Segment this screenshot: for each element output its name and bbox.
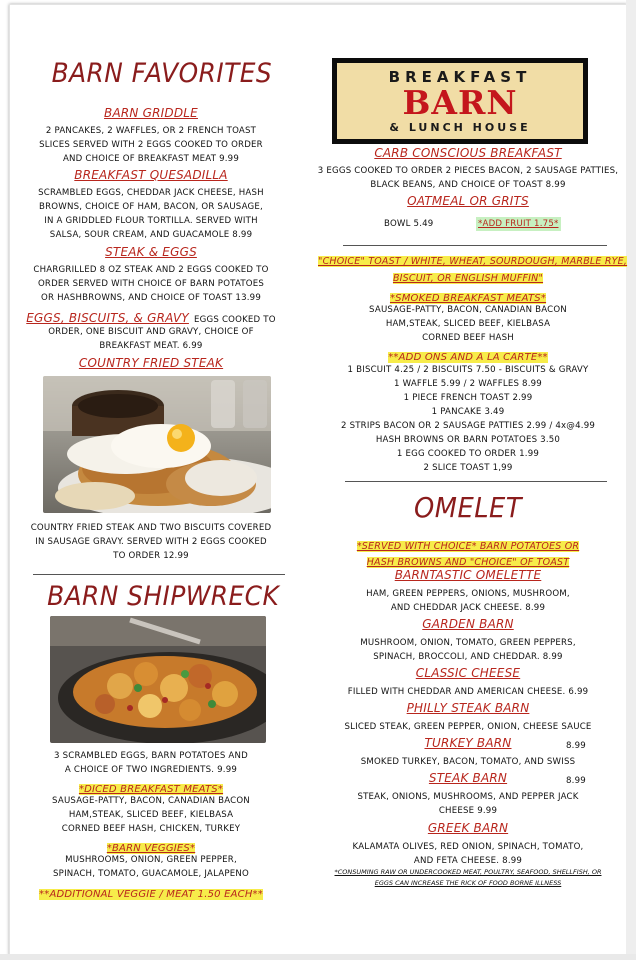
philly-steak-barn-title: PHILLY STEAK BARN <box>406 701 530 715</box>
description-line: AND FETA CHEESE. 8.99 <box>413 856 523 866</box>
eggs-biscuits-gravy-description <box>20 325 282 353</box>
description-line: SLICED STEAK, GREEN PEPPER, ONION, CHEESE SAUCE <box>344 722 592 732</box>
disclaimer-line-1: *CONSUMING RAW OR UNDERCOOKED MEAT, POULTRY, SEAFOOD, SHELLFISH, OR <box>334 868 602 876</box>
country-fried-steak-title: COUNTRY FRIED STEAK <box>78 356 224 370</box>
description-line: IN SAUSAGE GRAVY. SERVED WITH 2 EGGS COOKED <box>35 537 267 547</box>
description-line: SMOKED TURKEY, BACON, TOMATO, AND SWISS <box>360 757 576 767</box>
country-fried-steak-photo <box>43 376 271 513</box>
description-line: SPINACH, TOMATO, GUACAMOLE, JALAPENO <box>53 869 249 879</box>
section-divider <box>33 574 285 575</box>
description-line: OR HASHBROWNS, AND CHOICE OF TOAST 13.99 <box>41 293 261 303</box>
barntastic-omelette-description <box>318 587 618 615</box>
disclaimer-line-2: EGGS CAN INCREASE THE RICK OF FOOD BORNE ILLNESS <box>374 879 562 887</box>
description-line: AND CHOICE OF BREAKFAST MEAT 9.99 <box>62 154 240 164</box>
eggs-biscuits-gravy-first-line: EGGS COOKED TO <box>194 315 276 325</box>
barn-shipwreck-photo <box>50 616 266 743</box>
description-line: 2 PANCAKES, 2 WAFFLES, OR 2 FRENCH TOAST <box>45 126 257 136</box>
add-ons-list <box>310 363 626 475</box>
description-line: 3 SCRAMBLED EGGS, BARN POTATOES AND <box>54 751 248 761</box>
omelet-title: OMELET <box>414 491 522 524</box>
food-safety-disclaimer <box>318 867 618 889</box>
eggs-biscuits-gravy-title: EGGS, BISCUITS, & GRAVY <box>26 311 189 325</box>
description-line: CORNED BEEF HASH <box>422 333 514 343</box>
description-line: A CHOICE OF TWO INGREDIENTS. 9.99 <box>64 765 238 775</box>
description-line: SPINACH, BROCCOLI, AND CHEDDAR. 8.99 <box>373 652 563 662</box>
description-line: 1 PIECE FRENCH TOAST 2.99 <box>403 393 533 403</box>
barntastic-omelette-title: BARNTASTIC OMELETTE <box>394 568 542 582</box>
eggs-biscuits-gravy-heading <box>20 307 282 327</box>
omelet-note-row-2 <box>318 550 618 569</box>
description-line: TO ORDER 12.99 <box>113 551 189 561</box>
carb-conscious-description <box>305 164 631 192</box>
oatmeal-bowl-price: BOWL 5.49 <box>384 219 434 229</box>
turkey-barn-description <box>318 755 618 769</box>
breakfast-quesadilla-title: BREAKFAST QUESADILLA <box>74 168 228 182</box>
description-line: BROWNS, CHOICE OF HAM, BACON, OR SAUSAGE, <box>39 202 263 212</box>
garden-barn-title: GARDEN BARN <box>422 617 514 631</box>
breakfast-quesadilla-description <box>20 186 282 242</box>
greek-barn-description <box>318 840 618 868</box>
description-line: MUSHROOM, ONION, TOMATO, GREEN PEPPERS, <box>360 638 576 648</box>
description-line: 1 PANCAKE 3.49 <box>431 407 505 417</box>
description-line: SAUSAGE-PATTY, BACON, CANADIAN BACON <box>52 796 250 806</box>
logo-breakfast-text: BREAKFAST <box>388 68 532 86</box>
description-line: CORNED BEEF HASH, CHICKEN, TURKEY <box>61 824 241 834</box>
add-ons-label-row <box>318 345 618 364</box>
garden-barn-description <box>318 636 618 664</box>
turkey-barn-title: TURKEY BARN <box>424 736 512 750</box>
smoked-meats-list <box>318 303 618 345</box>
description-line: HAM,STEAK, SLICED BEEF, KIELBASA <box>385 319 551 329</box>
philly-steak-barn-description <box>318 720 618 734</box>
add-fruit-note: *ADD FRUIT 1.75* <box>478 219 559 229</box>
country-fried-steak-description <box>20 521 282 563</box>
barn-veggies-label: *BARN VEGGIES* <box>106 843 196 854</box>
description-line: 2 SLICE TOAST 1,99 <box>423 463 513 473</box>
description-line: SLICES SERVED WITH 2 EGGS COOKED TO ORDER <box>39 140 263 150</box>
description-line: HASH BROWNS OR BARN POTATOES 3.50 <box>375 435 561 445</box>
turkey-barn-price: 8.99 <box>566 741 586 751</box>
diced-meats-label: *DICED BREAKFAST MEATS* <box>78 784 224 795</box>
steak-and-eggs-title: STEAK & EGGS <box>105 245 197 259</box>
description-line: IN A GRIDDLED FLOUR TORTILLA. SERVED WITH <box>44 216 258 226</box>
barn-griddle-description <box>20 124 282 166</box>
description-line: SAUSAGE-PATTY, BACON, CANADIAN BACON <box>369 305 567 315</box>
description-line: 3 EGGS COOKED TO ORDER 2 PIECES BACON, 2 SAUSAGE PATTIES, <box>317 166 619 176</box>
description-line: SCRAMBLED EGGS, CHEDDAR JACK CHEESE, HASH <box>38 188 264 198</box>
greek-barn-title: GREEK BARN <box>427 821 509 835</box>
description-line: MUSHROOMS, ONION, GREEN PEPPER, <box>65 855 237 865</box>
steak-barn-description <box>318 790 618 818</box>
description-line: COUNTRY FRIED STEAK AND TWO BISCUITS COVERED <box>30 523 272 533</box>
choice-toast-line-1: "CHOICE" TOAST / WHITE, WHEAT, SOURDOUGH, MARBLE RYE, <box>318 256 628 267</box>
diced-meats-list <box>20 794 282 836</box>
omelet-note-line-1: *SERVED WITH CHOICE* BARN POTATOES OR <box>356 541 580 552</box>
carb-conscious-title: CARB CONSCIOUS BREAKFAST <box>374 146 562 160</box>
barn-veggies-list <box>20 853 282 881</box>
classic-cheese-description <box>318 685 618 699</box>
additional-veggie-meat-note: **ADDITIONAL VEGGIE / MEAT 1.50 EACH** <box>39 889 263 900</box>
section-divider <box>343 245 607 246</box>
choice-toast-row-2 <box>318 266 618 285</box>
logo-lunch-house-text: & LUNCH HOUSE <box>389 121 531 134</box>
breakfast-barn-logo <box>332 58 588 144</box>
steak-barn-title: STEAK BARN <box>428 771 508 785</box>
logo-barn-text: BARN <box>402 83 518 122</box>
description-line: HAM, GREEN PEPPERS, ONIONS, MUSHROOM, <box>366 589 570 599</box>
description-line: ORDER, ONE BISCUIT AND GRAVY, CHOICE OF <box>48 327 254 337</box>
oatmeal-grits-title: OATMEAL OR GRITS <box>407 194 529 208</box>
smoked-meats-label: *SMOKED BREAKFAST MEATS* <box>389 293 547 304</box>
barn-shipwreck-title: BARN SHIPWRECK <box>47 581 280 612</box>
description-line: KALAMATA OLIVES, RED ONION, SPINACH, TOMATO, <box>352 842 584 852</box>
description-line: 1 BISCUIT 4.25 / 2 BISCUITS 7.50 - BISCUITS & GRAVY <box>347 365 589 375</box>
description-line: ORDER SERVED WITH CHOICE OF BARN POTATOES <box>37 279 265 289</box>
logo-panel <box>337 63 583 139</box>
barn-shipwreck-description <box>20 749 282 777</box>
description-line: SALSA, SOUR CREAM, AND GUACAMOLE 8.99 <box>49 230 253 240</box>
steak-and-eggs-description <box>20 263 282 305</box>
choice-toast-line-2: BISCUIT, OR ENGLISH MUFFIN" <box>392 273 544 284</box>
description-line: 2 STRIPS BACON OR 2 SAUSAGE PATTIES 2.99 / 4x@4.99 <box>340 421 596 431</box>
steak-barn-price: 8.99 <box>566 776 586 786</box>
viewer-border-bottom <box>0 954 636 960</box>
omelet-note-line-2: HASH BROWNS AND "CHOICE" OF TOAST <box>366 557 570 568</box>
description-line: 1 WAFFLE 5.99 / 2 WAFFLES 8.99 <box>394 379 542 389</box>
description-line: HAM,STEAK, SLICED BEEF, KIELBASA <box>68 810 234 820</box>
classic-cheese-title: CLASSIC CHEESE <box>415 666 521 680</box>
description-line: STEAK, ONIONS, MUSHROOMS, AND PEPPER JACK <box>357 792 579 802</box>
barn-griddle-title: BARN GRIDDLE <box>104 106 198 120</box>
description-line: BREAKFAST MEAT. 6.99 <box>99 341 203 351</box>
additional-veggie-row <box>20 882 282 901</box>
section-divider <box>345 481 607 482</box>
description-line: 1 EGG COOKED TO ORDER 1.99 <box>396 449 540 459</box>
barn-favorites-title: BARN FAVORITES <box>51 58 273 89</box>
description-line: CHEESE 9.99 <box>438 806 498 816</box>
description-line: FILLED WITH CHEDDAR AND AMERICAN CHEESE. 6.99 <box>347 687 589 697</box>
viewer-border-right <box>626 0 636 960</box>
description-line: AND CHEDDAR JACK CHEESE. 8.99 <box>390 603 546 613</box>
add-ons-label: **ADD ONS AND A LA CARTE** <box>388 352 548 363</box>
description-line: BLACK BEANS, AND CHOICE OF TOAST 8.99 <box>370 180 566 190</box>
description-line: CHARGRILLED 8 OZ STEAK AND 2 EGGS COOKED TO <box>33 265 269 275</box>
